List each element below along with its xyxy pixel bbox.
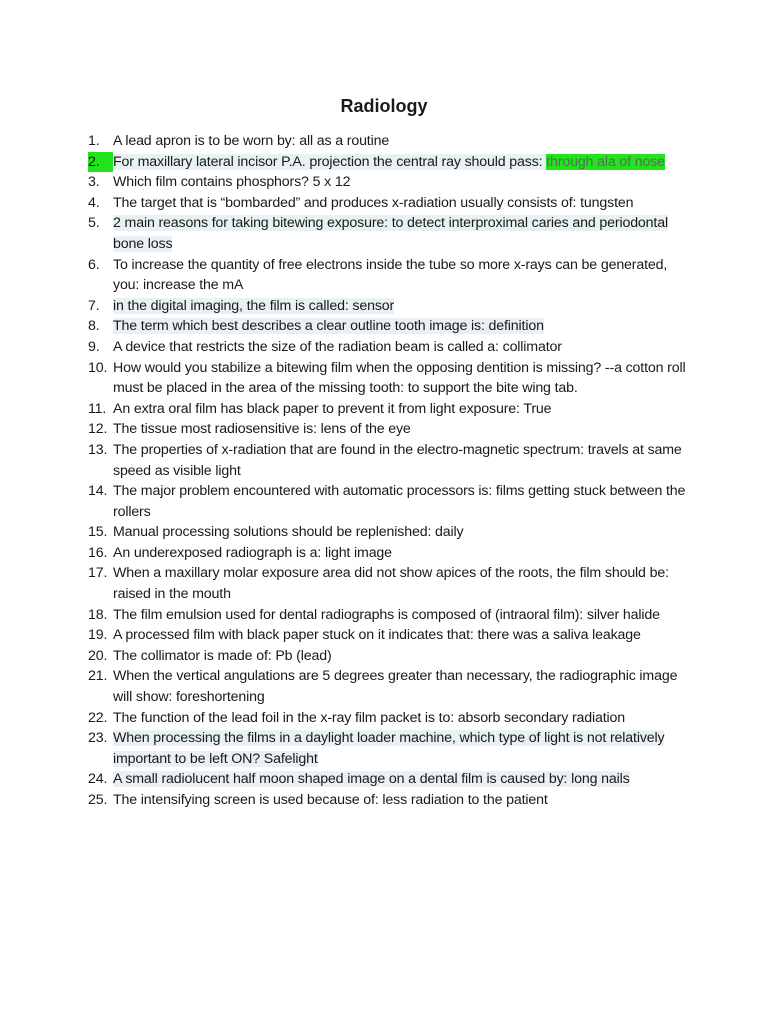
item-number: 16. [88,544,108,561]
list-item [88,646,688,667]
item-text: To increase the quantity of free electrons inside the tube so more x-rays can be generated, you: increase the mA [113,256,668,294]
item-text: Manual processing solutions should be replenished: daily [113,524,464,541]
list-item [88,419,688,440]
list-item [88,213,688,254]
item-text-wrapper [113,728,688,769]
list-item [88,605,688,626]
item-number: 23. [88,730,108,747]
list-item [88,440,688,481]
list-item [88,131,688,152]
item-text: Which film contains phosphors? 5 x 12 [113,174,351,191]
item-text-wrapper [113,296,688,317]
item-number: 14. [88,483,108,500]
item-number: 7. [88,297,100,314]
item-number: 10. [88,359,108,376]
item-number: 4. [88,194,100,211]
item-number: 2. [88,152,113,173]
item-text-wrapper [113,316,688,337]
item-number: 8. [88,318,100,335]
list-item [88,193,688,214]
item-text: The film emulsion used for dental radiographs is composed of (intraoral film): silver halide [113,606,660,623]
list-item [88,358,688,399]
item-number: 20. [88,647,108,664]
item-number: 22. [88,709,108,726]
list-item [88,543,688,564]
item-number: 25. [88,792,108,808]
item-text: 2 main reasons for taking bitewing exposure: to detect interproximal caries and periodontal bone loss [113,215,668,252]
item-text: A processed film with black paper stuck on it indicates that: there was a saliva leakage [113,627,641,644]
list-item [88,563,688,604]
list-item [88,481,688,522]
item-text: The term which best describes a clear outline tooth image is: definition [113,318,544,335]
item-text: When processing the films in a daylight loader machine, which type of light is not relatively important to be left ON? Safelight [113,730,665,767]
item-number: 9. [88,338,100,355]
item-text: A lead apron is to be worn by: all as a routine [113,133,390,149]
item-number: 6. [88,256,100,273]
item-text: The properties of x-radiation that are found in the electro-magnetic spectrum: travels at same speed as visible light [113,441,682,479]
item-text: For maxillary lateral incisor P.A. projection the central ray should pass: [113,153,547,170]
item-text-wrapper [113,152,688,173]
list-item [88,666,688,707]
item-text: The tissue most radiosensitive is: lens of the eye [113,421,411,438]
list-item [88,337,688,358]
list-item [88,625,688,646]
list-item [88,769,688,790]
item-text: The collimator is made of: Pb (lead) [113,647,332,664]
item-number: 12. [88,421,108,438]
item-text-wrapper [113,769,688,790]
item-number: 19. [88,627,108,644]
item-number: 21. [88,668,108,685]
list-item [88,708,688,729]
item-number: 5. [88,215,100,232]
item-number: 1. [88,133,100,149]
item-text: The intensifying screen is used because of: less radiation to the patient [113,792,548,808]
list-item [88,522,688,543]
item-number: 11. [88,400,107,417]
item-text: A device that restricts the size of the radiation beam is called a: collimator [113,338,562,355]
item-number: 15. [88,524,108,541]
list-item [88,296,688,317]
item-text: How would you stabilize a bitewing film when the opposing dentition is missing? --a cotton roll must be placed in the area of the missing tooth: to support the bite wing tab. [113,359,686,397]
item-text: When a maxillary molar exposure area did not show apices of the roots, the film should be: raised in the mouth [113,565,669,603]
item-text: An underexposed radiograph is a: light image [113,544,392,561]
page-title: Radiology [340,96,428,116]
item-text: The function of the lead foil in the x-ray film packet is to: absorb secondary radiation [113,709,626,726]
list-item [88,152,688,173]
list-item [88,399,688,420]
item-number: 18. [88,606,108,623]
item-number: 13. [88,441,108,458]
item-text: The major problem encountered with automatic processors is: films getting stuck between the rollers [113,483,686,520]
item-text: An extra oral film has black paper to prevent it from light exposure: True [113,400,552,417]
item-text: A small radiolucent half moon shaped image on a dental film is caused by: long nails [113,771,630,788]
item-text-wrapper [113,213,688,254]
item-text: The target that is “bombarded” and produces x-radiation usually consists of: tungsten [113,194,634,211]
item-number: 3. [88,174,100,191]
item-text: When the vertical angulations are 5 degrees greater than necessary, the radiographic image will show: foreshortening [113,668,678,706]
list-item [88,728,688,769]
item-number: 17. [88,565,108,582]
item-number: 24. [88,771,108,788]
list-item [88,255,688,296]
list-item [88,172,688,193]
list-item [88,316,688,337]
list-item [88,790,688,811]
question-list [88,131,688,811]
item-text: in the digital imaging, the film is called: sensor [113,297,395,314]
highlighted-answer: through ala of nose [546,153,665,170]
